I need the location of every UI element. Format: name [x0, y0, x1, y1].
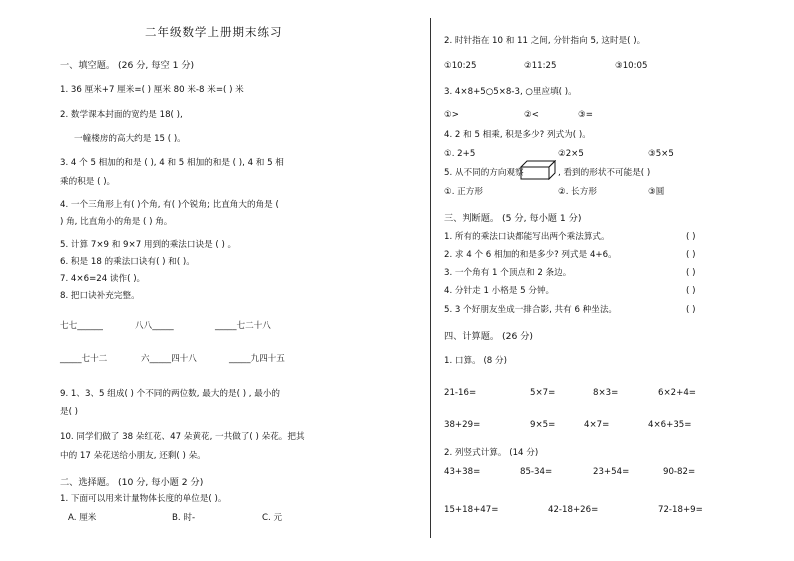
- question-8: 8. 把口诀补充完整。: [60, 291, 140, 301]
- section-judgment-heading: 三、判断题。 (5 分, 每小题 1 分): [444, 213, 582, 224]
- page-title: 二年级数学上册期末练习: [145, 25, 283, 39]
- choice-2-option-1: ①10:25: [444, 61, 477, 71]
- choice-1-option-c: C. 元: [262, 513, 283, 523]
- question-9-line-1: 9. 1、3、5 组成( ) 个不同的两位数, 最大的是( ) , 最小的: [60, 389, 281, 399]
- choice-3: 3. 4×8+5○5×8-3, ○里应填( )。: [444, 87, 577, 97]
- judgment-4-answer: ( ): [686, 286, 696, 296]
- judgment-3: 3. 一个角有 1 个顶点和 2 条边。: [444, 268, 572, 278]
- question-4-line-2: ) 角, 比直角小的角是 ( ) 角。: [60, 217, 173, 227]
- rhyme-blank-6: _____九四十五: [229, 354, 285, 364]
- question-2-line-2: 一幢楼房的高大约是 15 ( )。: [74, 134, 186, 144]
- question-10-line-2: 中的 17 朵花送给小朋友, 还剩( ) 朵。: [60, 451, 206, 461]
- question-5: 5. 计算 7×9 和 9×7 用到的乘法口诀是 ( ) 。: [60, 240, 237, 250]
- rhyme-blank-4: _____七十二: [60, 354, 108, 364]
- vertical-calc-item: 90-82=: [663, 467, 696, 477]
- question-1: 1. 36 厘米+7 厘米=( ) 厘米 80 米-8 米=( ) 米: [60, 85, 244, 95]
- mental-math-item: 38+29=: [444, 420, 481, 430]
- judgment-5-answer: ( ): [686, 305, 696, 315]
- choice-1-option-b: B. 时-: [172, 513, 196, 523]
- choice-5-option-1: ①. 正方形: [444, 187, 483, 197]
- mental-math-item: 9×5=: [530, 420, 556, 430]
- choice-4: 4. 2 和 5 相乘, 积是多少? 列式为( )。: [444, 130, 591, 140]
- choice-2: 2. 时针指在 10 和 11 之间, 分针指向 5, 这时是( )。: [444, 36, 646, 46]
- choice-4-option-1: ①. 2+5: [444, 149, 476, 159]
- question-6: 6. 积是 18 的乘法口诀有( ) 和( )。: [60, 257, 195, 267]
- section-choice-heading: 二、选择题。 (10 分, 每小题 2 分): [60, 477, 204, 488]
- vertical-calc-item: 85-34=: [520, 467, 553, 477]
- vertical-calc-item: 23+54=: [593, 467, 630, 477]
- cuboid-icon: [520, 160, 556, 180]
- question-9-line-2: 是( ): [60, 407, 79, 417]
- judgment-2-answer: ( ): [686, 250, 696, 260]
- judgment-3-answer: ( ): [686, 268, 696, 278]
- choice-1-option-a: A. 厘米: [68, 513, 97, 523]
- choice-2-option-3: ③10:05: [615, 61, 648, 71]
- mental-math-item: 8×3=: [593, 388, 619, 398]
- rhyme-blank-5: 六_____四十八: [141, 354, 197, 364]
- mental-math-heading: 1. 口算。 (8 分): [444, 356, 507, 366]
- judgment-4: 4. 分针走 1 小格是 5 分钟。: [444, 286, 555, 296]
- rhyme-blank-1: 七七______: [60, 321, 103, 331]
- mental-math-item: 21-16=: [444, 388, 477, 398]
- vertical-calc-item: 42-18+26=: [548, 505, 599, 515]
- choice-5-tail: , 看到的形状不可能是( ): [558, 168, 651, 178]
- choice-5-option-2: ②. 长方形: [558, 187, 597, 197]
- mental-math-item: 6×2+4=: [658, 388, 697, 398]
- question-7: 7. 4×6=24 读作( )。: [60, 274, 146, 284]
- choice-5-option-3: ③圆: [648, 187, 665, 197]
- vertical-calc-item: 72-18+9=: [658, 505, 703, 515]
- choice-4-option-3: ③5×5: [648, 149, 674, 159]
- choice-3-option-1: ①>: [444, 110, 459, 120]
- question-3-line-2: 乘的积是 ( )。: [60, 177, 116, 187]
- section-calculation-heading: 四、计算题。 (26 分): [444, 331, 534, 342]
- choice-5: 5. 从不同的方向观察: [444, 168, 524, 178]
- mental-math-item: 5×7=: [530, 388, 556, 398]
- column-divider: [430, 18, 431, 538]
- choice-1: 1. 下面可以用来计量物体长度的单位是( )。: [60, 494, 227, 504]
- judgment-5: 5. 3 个好朋友坐成一排合影, 共有 6 种坐法。: [444, 305, 618, 315]
- judgment-1: 1. 所有的乘法口诀都能写出两个乘法算式。: [444, 232, 610, 242]
- mental-math-item: 4×6+35=: [648, 420, 692, 430]
- choice-3-option-3: ③=: [578, 110, 593, 120]
- section-fill-blank-heading: 一、填空题。 (26 分, 每空 1 分): [60, 60, 195, 71]
- vertical-calc-item: 15+18+47=: [444, 505, 499, 515]
- rhyme-blank-2: 八八_____: [135, 321, 174, 331]
- vertical-calc-item: 43+38=: [444, 467, 481, 477]
- judgment-2: 2. 求 4 个 6 相加的和是多少? 列式是 4+6。: [444, 250, 617, 260]
- choice-2-option-2: ②11:25: [524, 61, 557, 71]
- mental-math-item: 4×7=: [584, 420, 610, 430]
- rhyme-blank-3: _____七二十八: [215, 321, 271, 331]
- question-3-line-1: 3. 4 个 5 相加的和是 ( ), 4 和 5 相加的和是 ( ), 4 和 5 相: [60, 158, 284, 168]
- question-10-line-1: 10. 同学们做了 38 朵红花、47 朵黄花, 一共做了( ) 朵花。把其: [60, 432, 305, 442]
- question-2-line-1: 2. 数学课本封面的宽约是 18( ),: [60, 110, 183, 120]
- judgment-1-answer: ( ): [686, 232, 696, 242]
- choice-4-option-2: ②2×5: [558, 149, 584, 159]
- choice-3-option-2: ②<: [524, 110, 539, 120]
- vertical-calc-heading: 2. 列竖式计算。 (14 分): [444, 448, 539, 458]
- question-4-line-1: 4. 一个三角形上有( )个角, 有( )个锐角; 比直角大的角是 (: [60, 200, 279, 210]
